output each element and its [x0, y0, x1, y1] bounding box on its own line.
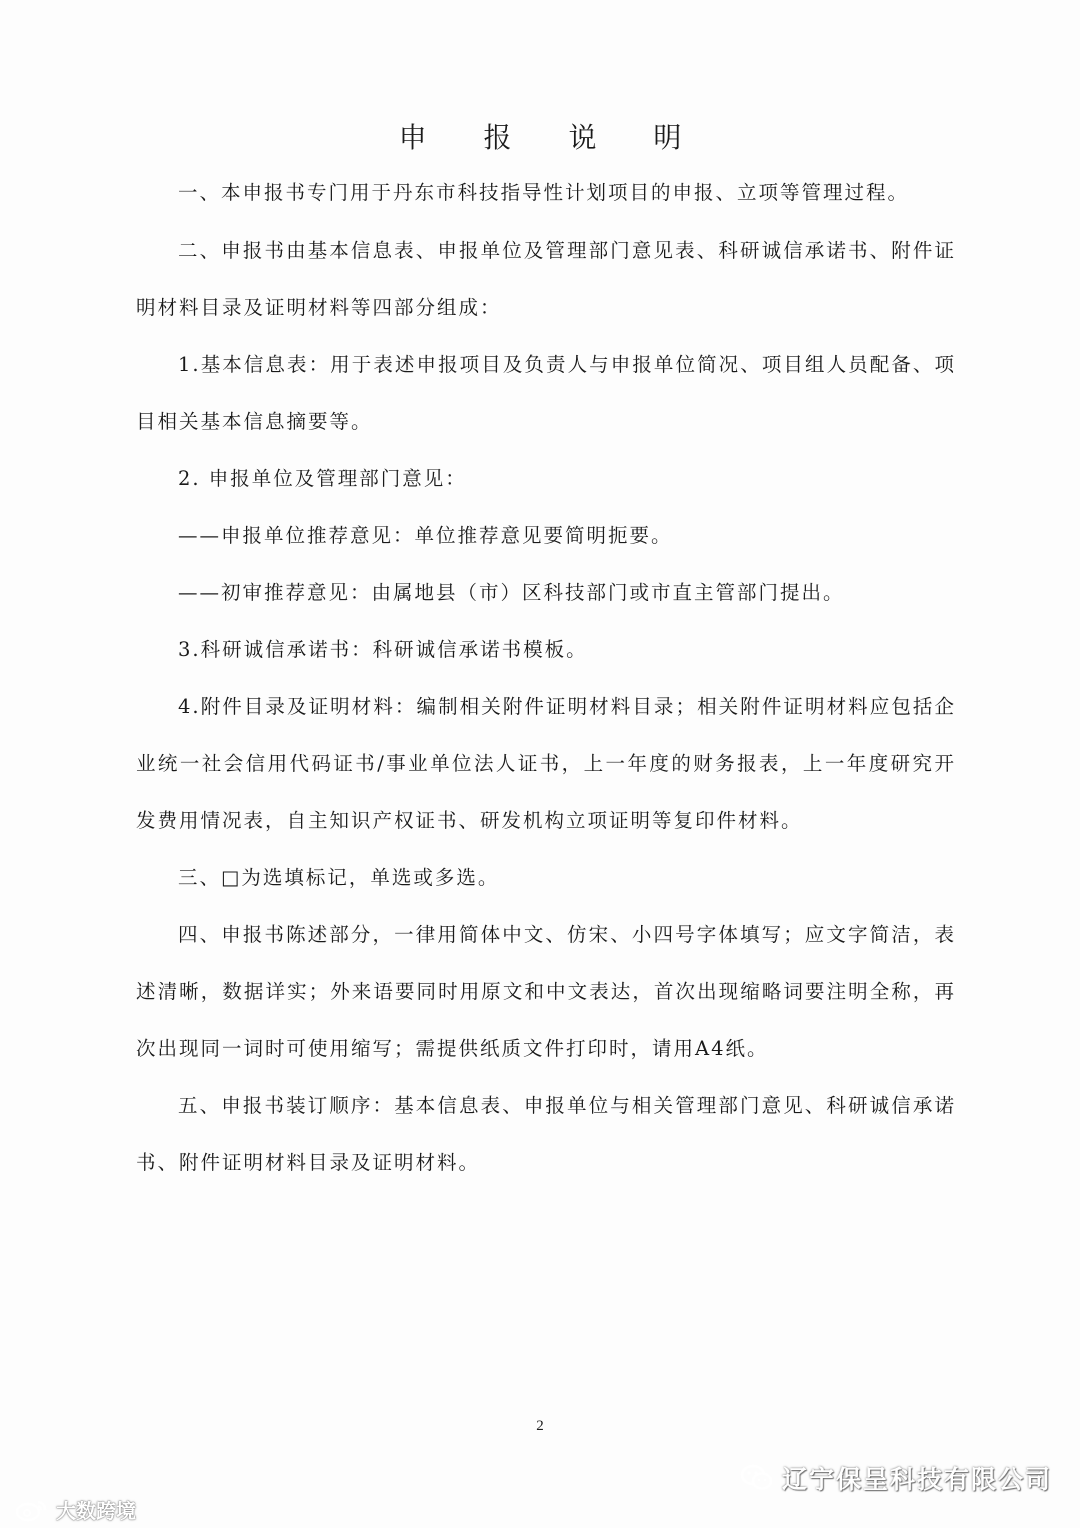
- paragraph-2-3: 3.科研诚信承诺书：科研诚信承诺书模板。: [178, 638, 588, 661]
- page-number: 2: [536, 1418, 544, 1434]
- document-title: 申 报 说 明: [398, 121, 706, 154]
- watermark-left-text: 大数跨境: [56, 1499, 136, 1523]
- paragraph-5: 五、申报书装订顺序：基本信息表、申报单位与相关管理部门意见、科研诚信承诺书、附件证明材料目录及证明材料。: [136, 1094, 956, 1174]
- paragraph-2-2-a: ——申报单位推荐意见：单位推荐意见要简明扼要。: [178, 524, 673, 547]
- paragraph-3: 三、□为选填标记，单选或多选。: [178, 866, 500, 889]
- paragraph-2: 二、申报书由基本信息表、申报单位及管理部门意见表、科研诚信承诺书、附件证明材料目录及证明材料等四部分组成：: [136, 239, 956, 319]
- paragraph-1: 一、本申报书专门用于丹东市科技指导性计划项目的申报、立项等管理过程。: [178, 181, 910, 204]
- wechat-logo-icon: [740, 1464, 774, 1492]
- paragraph-4: 四、申报书陈述部分，一律用简体中文、仿宋、小四号字体填写；应文字简洁，表述清晰，数据详实；外来语要同时用原文和中文表达，首次出现缩略词要注明全称，再次出现同一词时可使用缩写；需提供纸质文件打印时，请用A4纸。: [136, 923, 956, 1060]
- paragraph-2-1: 1.基本信息表：用于表述申报项目及负责人与申报单位简况、项目组人员配备、项目相关基本信息摘要等。: [136, 353, 956, 433]
- watermark-left: [14, 1495, 136, 1524]
- paragraph-2-4: 4.附件目录及证明材料：编制相关附件证明材料目录；相关附件证明材料应包括企业统一社会信用代码证书/事业单位法人证书，上一年度的财务报表，上一年度研究开发费用情况表，自主知识产权证书、研发机构立项证明等复印件材料。: [136, 695, 956, 832]
- paragraph-2-2: 2. 申报单位及管理部门意见：: [178, 467, 467, 490]
- paragraph-2-2-b: ——初审推荐意见：由属地县（市）区科技部门或市直主管部门提出。: [178, 581, 845, 604]
- watermark-right: [740, 1460, 1052, 1496]
- watermark-right-text: 辽宁保呈科技有限公司: [782, 1465, 1053, 1494]
- weibo-logo-icon: [14, 1498, 50, 1522]
